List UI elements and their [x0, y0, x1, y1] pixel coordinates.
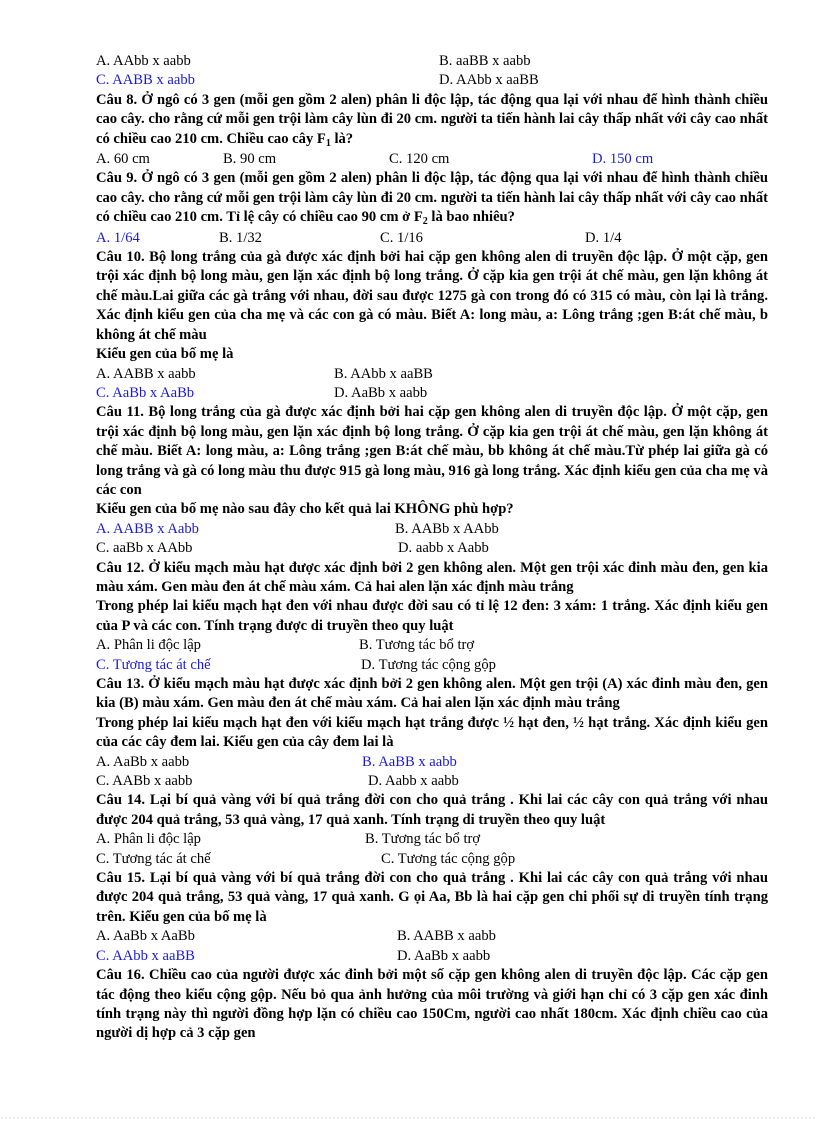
question-prompt: Trong phép lai kiểu mạch hạt đen với nhau được đời sau có tỉ lệ 12 đen: 3 xám: 1 trắng. Xác định kiểu gen của P và các con. Tính trạng được di truyền theo quy luật — [96, 598, 768, 634]
question-text — [96, 966, 768, 1044]
subscript: 1 — [325, 137, 331, 149]
answer-option-d[interactable]: C. Tương tác cộng gộp — [381, 850, 516, 867]
answer-option-d[interactable]: D. Aabb x aabb — [368, 773, 459, 790]
question-stem: Câu 16. Chiều cao của người được xác đinh bởi một số cặp gen không alen di truyền độc lập. Các cặp gen tác động theo kiểu cộng gộp. Nếu bỏ qua ảnh hưởng của môi trường và giới hạn chỉ có 3 cặp gen xác đinh tính trạng này thì người đồng hợp lặn có chiều cao 150Cm, người cao nhất 180cm. Xác định chiều cao của người dị hợp cả 3 cặp gen — [96, 967, 768, 1042]
document-page — [96, 52, 768, 1044]
question-text — [96, 675, 768, 714]
answer-option-d[interactable]: D. AaBb x aabb — [334, 384, 428, 401]
question-q14 — [96, 791, 768, 869]
answer-option-d[interactable]: D. AAbb x aaBB — [439, 72, 539, 89]
question-text — [96, 791, 768, 830]
question-q10 — [96, 248, 768, 403]
answer-options — [96, 753, 768, 792]
answer-option-d[interactable]: D. 1/4 — [585, 229, 622, 246]
answer-option-b[interactable]: B. 90 cm — [223, 151, 277, 168]
answer-option-b[interactable]: B. AABb x AAbb — [395, 520, 499, 537]
answer-options — [96, 365, 768, 404]
page-bottom-border — [0, 1117, 816, 1119]
answer-option-a[interactable]: A. 1/64 — [96, 229, 140, 246]
answer-option-b[interactable]: B. Tương tác bổ trợ — [359, 637, 475, 654]
answer-option-c[interactable]: C. 120 cm — [389, 151, 450, 168]
question-q7 — [96, 52, 768, 91]
question-prompt: Kiểu gen của bố mẹ nào sau đây cho kết quả lai KHÔNG phù hợp? — [96, 501, 514, 518]
answer-option-c[interactable]: C. AaBb x AaBb — [96, 384, 195, 401]
question-q16 — [96, 966, 768, 1044]
answer-option-a[interactable]: A. AAbb x aabb — [96, 53, 191, 69]
answer-option-c[interactable]: C. 1/16 — [380, 229, 423, 246]
question-text — [96, 869, 768, 927]
question-q13 — [96, 675, 768, 791]
question-text — [96, 91, 768, 150]
answer-option-b[interactable]: B. AaBB x aabb — [362, 753, 457, 770]
answer-option-a[interactable]: A. 60 cm — [96, 151, 150, 168]
question-q9 — [96, 169, 768, 248]
question-stem: Câu 14. Lại bí quả vàng với bí quả trắng đời con cho quả trắng . Khi lai các cây con quả trắng với nhau được 204 quả trắng, 53 quả vàng, 17 quả xanh. Tính trạng di truyền theo quy luật — [96, 792, 768, 828]
answer-option-a[interactable]: A. AABB x Aabb — [96, 520, 199, 537]
answer-option-b[interactable]: B. AABB x aabb — [397, 928, 496, 945]
answer-options — [96, 150, 768, 169]
question-text — [96, 169, 768, 228]
question-stem: Câu 11. Bộ long trắng của gà được xác định bởi hai cặp gen không alen di truyền độc lập. Ở một cặp, gen trội xác định bộ long màu, gen lặn xác định bộ long trắng. Ở cặp kia gen trội át chế màu, gen lặn không át chế màu. Biết A: long màu, a: Lông trắng ;gen B:át chế màu, bb không át chế màu.Từ phép lai giữa gà có long trắng và gà có long màu thu được 915 gà long màu, 916 gà long trắng. Xác định kiểu gen của cha mẹ và các con — [96, 404, 768, 498]
answer-option-c[interactable]: C. AABB x aabb — [96, 72, 195, 89]
question-q15 — [96, 869, 768, 966]
answer-option-d[interactable]: D. Tương tác cộng gộp — [361, 656, 496, 673]
answer-option-d[interactable]: D. AaBb x aabb — [397, 947, 491, 964]
answer-option-a[interactable]: A. AABB x aabb — [96, 365, 196, 382]
question-text — [96, 248, 768, 345]
answer-options — [96, 229, 768, 248]
question-text — [96, 559, 768, 598]
question-text — [96, 403, 768, 500]
question-prompt: Trong phép lai kiểu mạch hạt đen với kiểu mạch hạt trắng được ½ hạt đen, ½ hạt trắng. Xác định kiểu gen của các cây đem lai. Kiểu gen của cây đem lai là — [96, 714, 768, 751]
question-q8 — [96, 91, 768, 170]
answer-options — [96, 636, 768, 675]
answer-option-a[interactable]: A. Phân li độc lập — [96, 637, 201, 654]
answer-option-a[interactable]: A. AaBb x aabb — [96, 753, 190, 770]
answer-option-b[interactable]: B. aaBB x aabb — [439, 53, 531, 69]
question-tail: là? — [330, 130, 354, 147]
subscript: 2 — [422, 216, 428, 228]
question-stem: Câu 15. Lại bí quả vàng với bí quả trắng đời con cho quả trắng . Khi lai các cây con quả trắng với nhau được 204 quả trắng, 53 quả vàng, 17 quả xanh. G ọi Aa, Bb là hai cặp gen chi phối sự di truyền tính trạng trên. Kiểu gen của bố mẹ là — [96, 870, 768, 925]
answer-option-d[interactable]: D. aabb x Aabb — [398, 540, 489, 557]
answer-option-b[interactable]: B. 1/32 — [219, 229, 262, 246]
answer-option-b[interactable]: B. Tương tác bổ trợ — [365, 831, 481, 848]
answer-options — [96, 520, 768, 559]
question-stem: Câu 10. Bộ long trắng của gà được xác định bởi hai cặp gen không alen di truyền độc lập. Ở một cặp, gen trội xác định bộ long màu, gen lặn xác định bộ long trắng. Ở cặp kia gen trội át chế màu, gen lặn không át chế màu.Lai giữa các gà trắng với nhau, đời sau được 1275 gà con trong đó có 315 có màu, còn lại là trắng. Xác định kiểu gen của cha mẹ và các con gà có màu. Biết A: long màu, a: Lông trắng ;gen B:át chế màu, b không át chế màu — [96, 249, 768, 343]
question-stem: Câu 13. Ở kiểu mạch màu hạt được xác định bởi 2 gen không alen. Một gen trội (A) xác đinh màu đen, gen kia (B) màu xám. Gen màu đen át chế màu xám. Cả hai alen lặn xác định màu trắng — [96, 676, 768, 712]
answer-option-d[interactable]: D. 150 cm — [592, 151, 654, 168]
question-q12 — [96, 559, 768, 675]
answer-option-c[interactable]: C. AABb x aabb — [96, 773, 193, 790]
answer-options — [96, 52, 768, 91]
answer-option-a[interactable]: A. Phân li độc lập — [96, 831, 201, 848]
question-stem: Câu 12. Ở kiểu mạch màu hạt được xác định bởi 2 gen không alen. Một gen trội xác đinh màu đen, gen kia màu xám. Gen màu đen át chế màu xám. Cả hai alen lặn xác định màu trắng — [96, 559, 768, 595]
question-stem: Câu 9. Ở ngô có 3 gen (mỗi gen gồm 2 alen) phân li độc lập, tác động qua lại với nhau để hình thành chiều cao cây. cho rằng cứ mỗi gen trội làm cây lùn đi 20 cm. người ta tiến hành lai cây thấp nhất với cây cao nhất có chiều cao 210 cm. Tỉ lệ cây có chiều cao 90 cm ở F — [96, 170, 768, 226]
question-stem: Câu 8. Ở ngô có 3 gen (mỗi gen gồm 2 alen) phân li độc lập, tác động qua lại với nhau để hình thành chiều cao cây. cho rằng cứ mỗi gen trội làm cây lùn đi 20 cm. người ta tiến hành lai cây thấp nhất với cây cao nhất có chiều cao 210 cm. Chiều cao cây F — [96, 91, 768, 147]
answer-option-c[interactable]: C. Tương tác át chế — [96, 656, 211, 673]
answer-option-a[interactable]: A. AaBb x AaBb — [96, 928, 195, 945]
question-q11 — [96, 403, 768, 558]
answer-option-c[interactable]: C. Tương tác át chế — [96, 850, 211, 867]
answer-option-b[interactable]: B. AAbb x aaBB — [334, 365, 433, 382]
question-tail: là bao nhiêu? — [427, 209, 515, 226]
answer-options — [96, 830, 768, 869]
question-prompt: Kiểu gen của bố mẹ là — [96, 346, 234, 363]
answer-option-c[interactable]: C. AAbb x aaBB — [96, 947, 195, 964]
answer-options — [96, 927, 768, 966]
answer-option-c[interactable]: C. aaBb x AAbb — [96, 540, 193, 557]
